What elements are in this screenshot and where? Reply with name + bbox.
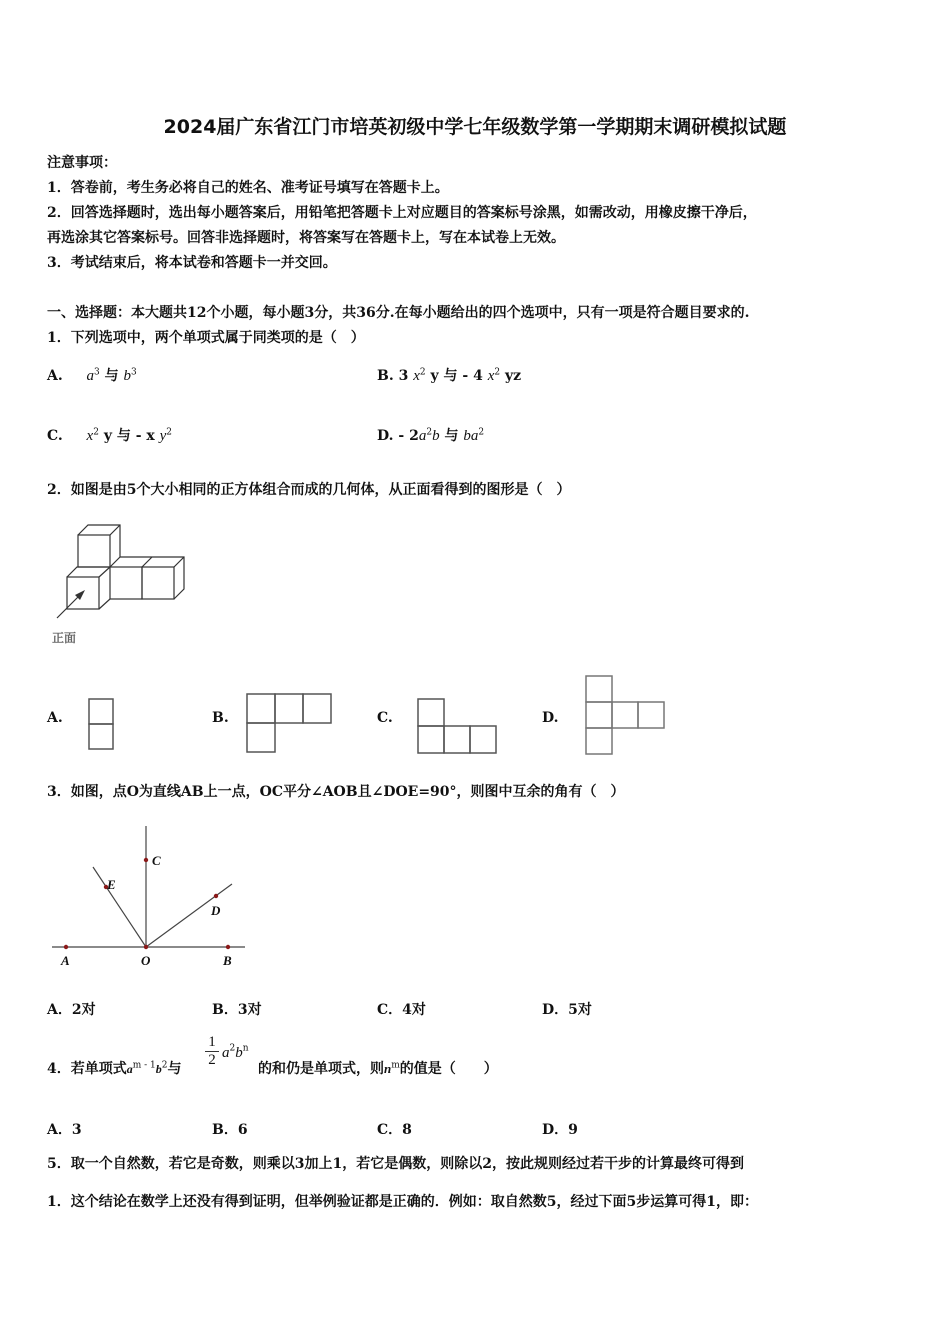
exponent: m - 1 bbox=[132, 1060, 156, 1071]
option-label: D. bbox=[377, 428, 394, 444]
math-var: b bbox=[235, 1045, 243, 1061]
math-var: a bbox=[126, 1062, 133, 1076]
math-var: n bbox=[384, 1061, 392, 1076]
q3-option-b[interactable]: B．3对 bbox=[212, 1002, 262, 1018]
math-var: a bbox=[222, 1045, 230, 1061]
math-text: yz bbox=[504, 368, 522, 384]
option-label: B. bbox=[377, 368, 394, 384]
exponent: 3 bbox=[94, 367, 100, 378]
q2-option-a-label[interactable]: A. bbox=[47, 710, 63, 726]
exponent: 2 bbox=[161, 1060, 168, 1071]
q4-stem bbox=[47, 1058, 182, 1078]
q2-option-d-figure[interactable] bbox=[578, 670, 670, 756]
exponent: 2 bbox=[494, 367, 501, 378]
q1-option-a[interactable] bbox=[47, 365, 137, 385]
and-text: 与 bbox=[444, 428, 459, 444]
and-text: 与 bbox=[167, 1061, 182, 1077]
point-o-label: O bbox=[141, 953, 151, 968]
angle-figure bbox=[48, 822, 250, 972]
math-var: b bbox=[155, 1062, 162, 1076]
exponent: 2 bbox=[478, 427, 485, 438]
option-label: A. bbox=[47, 368, 63, 384]
exponent: 2 bbox=[93, 427, 99, 438]
math-var: x bbox=[86, 428, 94, 444]
math-var: ba bbox=[463, 428, 479, 444]
section-heading: 一、选择题：本大题共12个小题，每小题3分，共36分.在每小题给出的四个选项中，只有一项是符合题目要求的. bbox=[47, 305, 750, 321]
q3-option-d[interactable]: D．5对 bbox=[542, 1002, 592, 1018]
front-label: 正面 bbox=[52, 631, 77, 645]
point-e-label: E bbox=[107, 877, 116, 892]
exponent: 2 bbox=[229, 1043, 236, 1054]
q2-option-a-figure[interactable] bbox=[85, 696, 117, 752]
q4-stem-post: 的值是（ ） bbox=[399, 1061, 498, 1077]
notice-heading: 注意事项： bbox=[47, 155, 117, 171]
notice-item: 1．答卷前，考生务必将自己的姓名、准考证号填写在答题卡上。 bbox=[47, 180, 449, 196]
frac-den: 2 bbox=[205, 1051, 219, 1069]
q3-option-a[interactable]: A．2对 bbox=[47, 1002, 96, 1018]
q4-option-a[interactable]: A．3 bbox=[47, 1122, 82, 1138]
exponent: 2 bbox=[426, 427, 433, 438]
math-var: a bbox=[86, 368, 94, 384]
q3-stem: 3．如图，点O为直线AB上一点，OC平分∠AOB且∠DOE=90°，则图中互余的角有（ ） bbox=[47, 784, 625, 800]
exponent: n bbox=[242, 1043, 249, 1054]
point-a-label: A bbox=[61, 953, 70, 968]
q2-option-b-label[interactable]: B. bbox=[212, 710, 229, 726]
math-var: x bbox=[487, 368, 495, 384]
point-d-label: D bbox=[211, 903, 221, 918]
fraction bbox=[205, 1034, 219, 1069]
q4-monomial bbox=[222, 1042, 249, 1062]
q1-option-d[interactable] bbox=[377, 425, 484, 445]
q4-stem-mid: 的和仍是单项式，则 bbox=[258, 1061, 384, 1077]
math-var: y bbox=[159, 428, 167, 444]
point-b-label: B bbox=[223, 953, 232, 968]
math-var: b bbox=[432, 428, 440, 444]
q2-stem: 2．如图是由5个大小相同的正方体组合而成的几何体，从正面看得到的图形是（ ） bbox=[47, 482, 571, 498]
notice-item: 2．回答选择题时，选出每小题答案后，用铅笔把答题卡上对应题目的答案标号涂黑，如需改动，用橡皮擦干净后， bbox=[47, 205, 757, 221]
math-text: - 2 bbox=[398, 428, 419, 444]
q4-option-b[interactable]: B．6 bbox=[212, 1122, 248, 1138]
q4-option-d[interactable]: D．9 bbox=[542, 1122, 578, 1138]
math-text: y 与 - 4 bbox=[430, 368, 483, 384]
page-title: 2024届广东省江门市培英初级中学七年级数学第一学期期末调研模拟试题 bbox=[163, 116, 787, 138]
math-var: a bbox=[418, 428, 427, 444]
q2-option-b-figure[interactable] bbox=[243, 691, 335, 755]
q3-option-c[interactable]: C．4对 bbox=[377, 1002, 426, 1018]
q5-line-1: 5．取一个自然数，若它是奇数，则乘以3加上1，若它是偶数，则除以2，按此规则经过若干步的计算最终可得到 bbox=[47, 1156, 744, 1172]
q1-option-b[interactable] bbox=[377, 365, 521, 385]
math-var: x bbox=[413, 368, 420, 384]
notice-item: 再选涂其它答案标号。回答非选择题时，将答案写在答题卡上，写在本试卷上无效。 bbox=[47, 230, 565, 246]
exponent: 2 bbox=[419, 367, 426, 378]
q2-option-c-figure[interactable] bbox=[414, 696, 502, 756]
q4-stem-rest bbox=[258, 1058, 498, 1078]
exponent: m bbox=[391, 1060, 400, 1071]
and-text: 与 bbox=[104, 368, 119, 384]
math-var: b bbox=[123, 368, 131, 384]
math-text: 3 bbox=[398, 368, 409, 384]
exponent: 3 bbox=[130, 367, 137, 378]
frac-num: 1 bbox=[208, 1034, 216, 1050]
q2-option-c-label[interactable]: C. bbox=[377, 710, 393, 726]
q5-line-2: 1．这个结论在数学上还没有得到证明，但举例验证都是正确的．例如：取自然数5，经过下面5步运算可得1，即： bbox=[47, 1194, 758, 1210]
exponent: 2 bbox=[166, 427, 173, 438]
q1-option-c[interactable] bbox=[47, 425, 172, 445]
q4-stem-pre: 4．若单项式 bbox=[47, 1061, 127, 1077]
option-label: C. bbox=[47, 428, 63, 444]
math-text: y 与 - x bbox=[103, 428, 155, 444]
notice-item: 3．考试结束后，将本试卷和答题卡一并交回。 bbox=[47, 255, 337, 271]
q4-option-c[interactable]: C．8 bbox=[377, 1122, 412, 1138]
q2-option-d-label[interactable]: D. bbox=[542, 710, 559, 726]
point-c-label: C bbox=[152, 853, 161, 868]
q1-stem: 1．下列选项中，两个单项式属于同类项的是（ ） bbox=[47, 330, 365, 346]
